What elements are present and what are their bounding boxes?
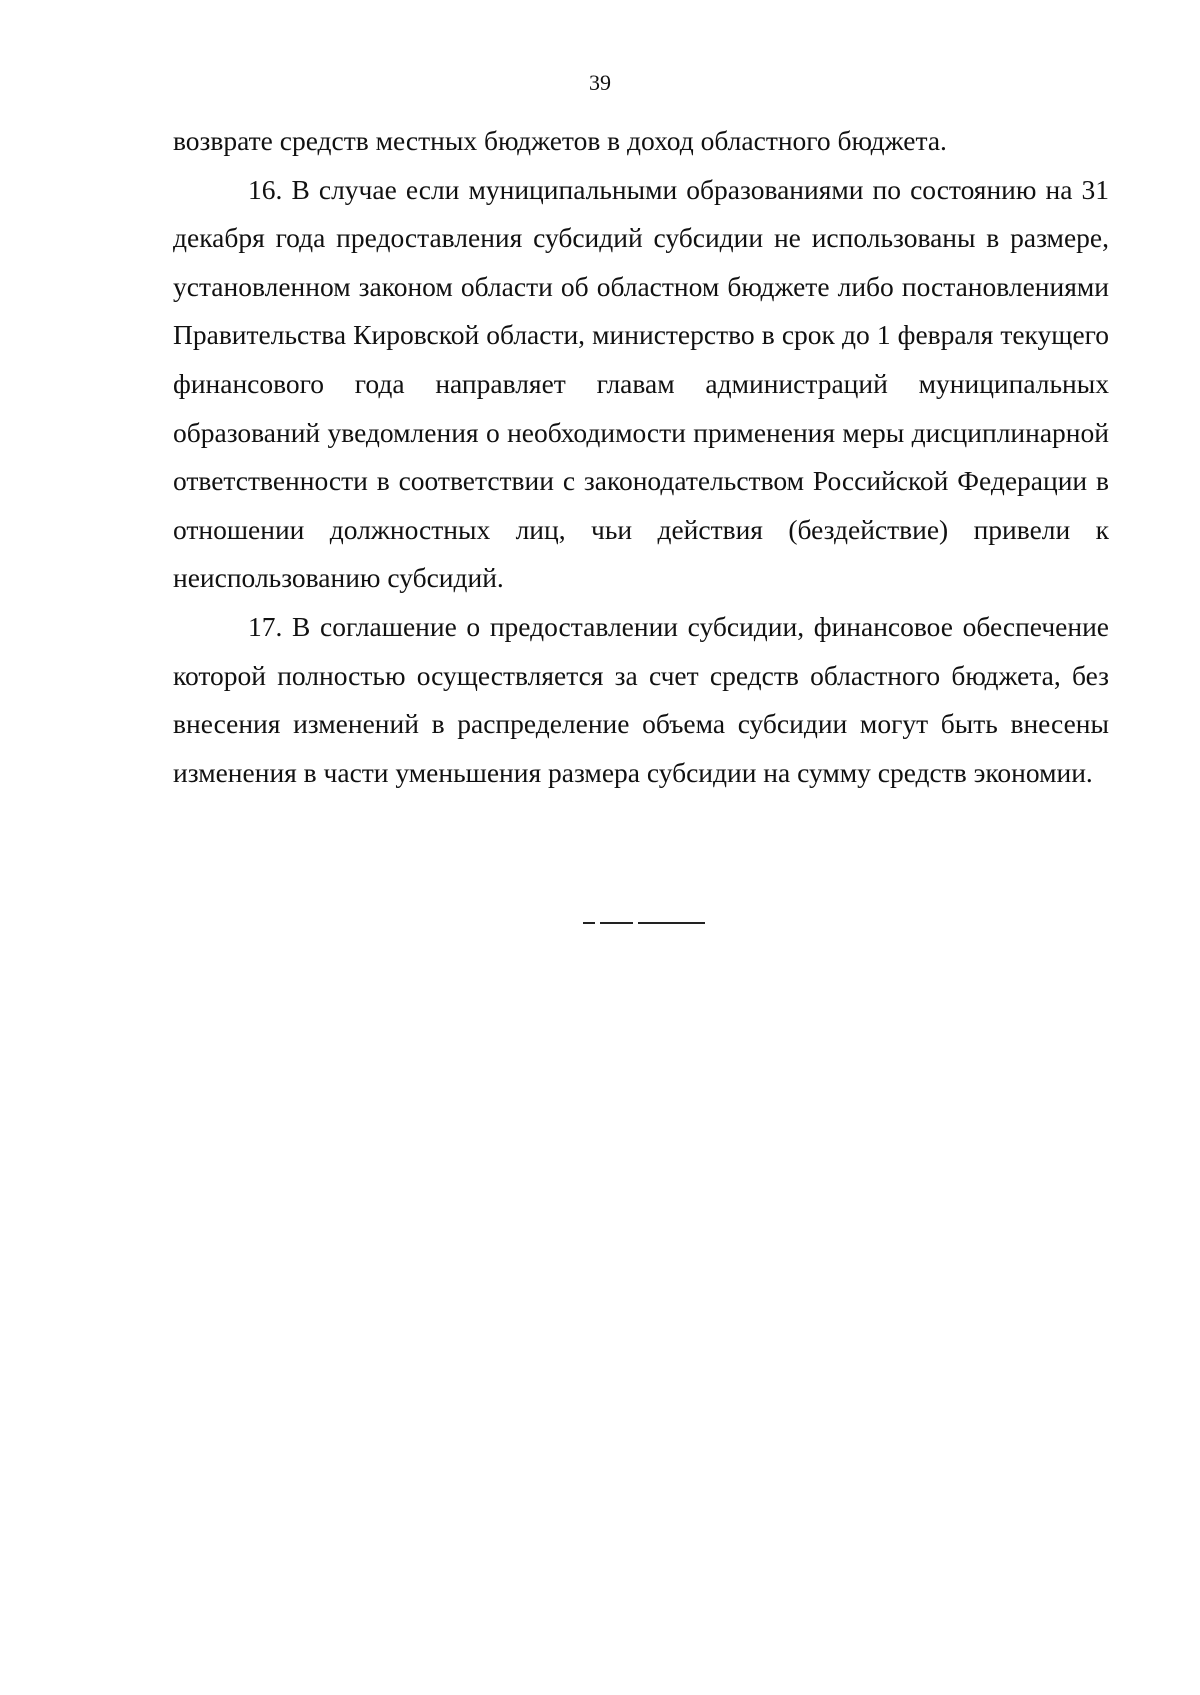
page-number: 39 (589, 70, 611, 95)
paragraph-17: 17. В соглашение о предоставлении субсидии, финансовое обеспечение которой полностью осуществляется за счет средств областного бюджета, без внесения изменений в распределение объема субсидии могут быть внесены изменения в части уменьшения размера субсидии на сумму средств экономии. (173, 610, 1109, 788)
paragraph-continuation: возврате средств местных бюджетов в доход областного бюджета. (173, 125, 947, 156)
paragraph-16: 16. В случае если муниципальными образованиями по состоянию на 31 декабря года предоставления субсидий субсидии не использованы в размере, установленном законом области об областном бюджете либо постановлениями Правительства Кировской области, министерство в срок до 1 февраля текущего финансового года направляет главам администраций муниципальных образований уведомления о необходимости применения меры дисциплинарной ответственности в соответствии с законодательством Российской Федерации в отношении должностных лиц, чьи действия (бездействие) привели к неиспользованию субсидий. (173, 173, 1109, 594)
end-of-text-rule (583, 922, 705, 924)
document-body (173, 117, 1109, 797)
